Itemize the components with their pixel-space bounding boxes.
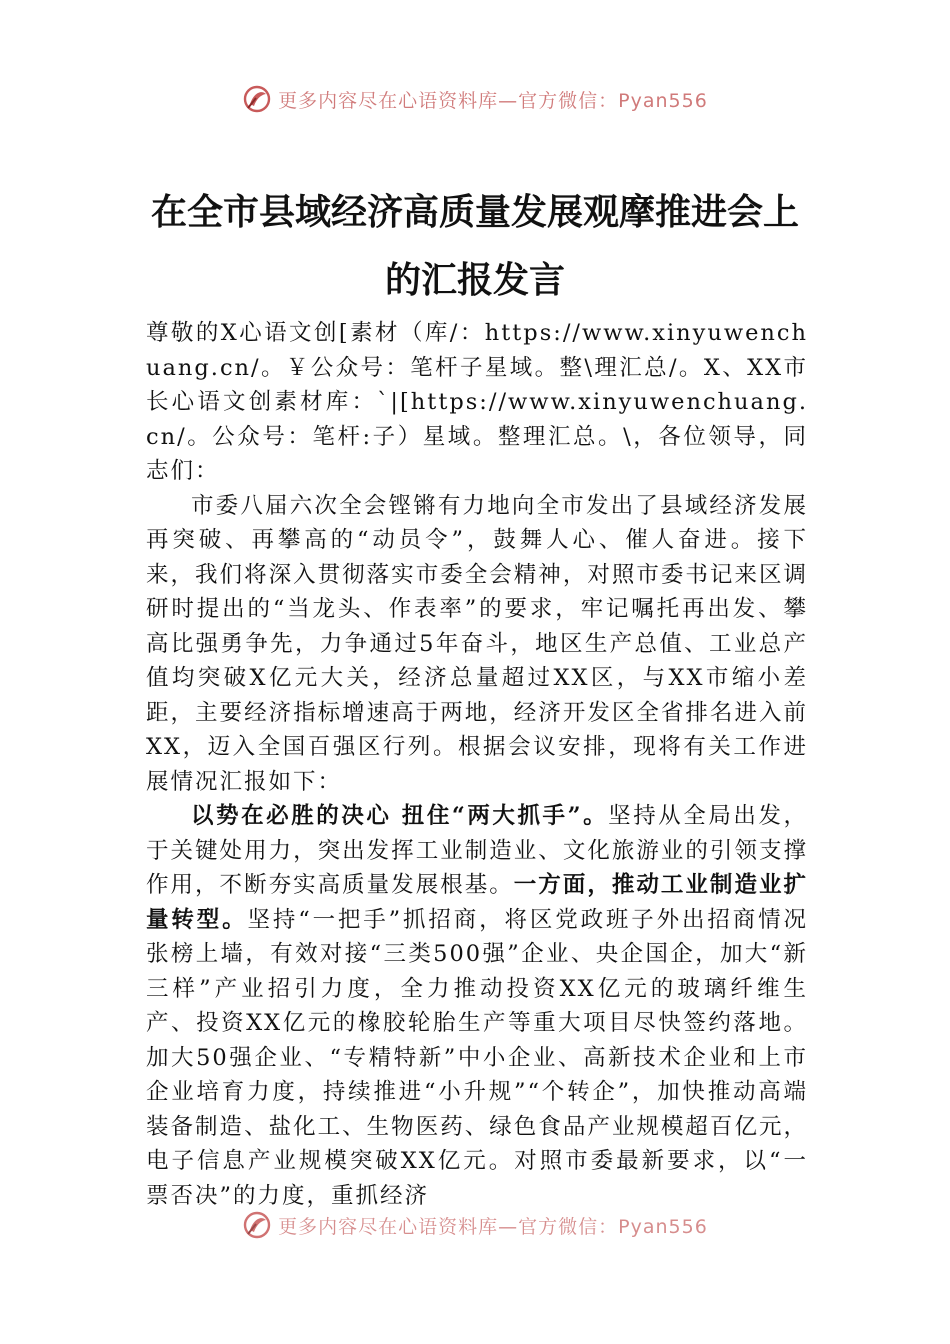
- document-title: [140, 178, 810, 314]
- salutation-paragraph: 尊敬的X心语文创[素材（库/：https://www.xinyuwenchuang.cn/。￥公众号：笔杆子星域。整\理汇总/。X、XX市长心语文创素材库：`|[https://www.xinyuwenchuang.cn/。公众号：笔杆:子）星域。整理汇总。\，各位领导，同志们：: [146, 320, 808, 484]
- title-line-1: 在全市县域经济高质量发展观摩推进会上: [150, 191, 799, 233]
- brand-logo-icon: [242, 1210, 272, 1240]
- section-text-1: 坚持从全局出发，于关键处用力，突出发挥工业制造业、文化旅游业的引领支撑作用，不断夯实高质量发展根基。: [146, 803, 808, 898]
- title-line-2: 的汇报发言: [384, 259, 565, 301]
- watermark-text: 更多内容尽在心语资料库—官方微信：Pyan556: [278, 89, 708, 112]
- watermark-footer: [0, 1210, 950, 1240]
- watermark-text: 更多内容尽在心语资料库—官方微信：Pyan556: [278, 1215, 708, 1238]
- section-heading: 以势在必胜的决心 扭住“两大抓手”。: [191, 803, 609, 829]
- section-text-2: 坚持“一把手”抓招商，将区党政班子外出招商情况张榜上墙，有效对接“三类500强”企业、央企国企，加大“新三样”产业招引力度，全力推动投资XX亿元的玻璃纤维生产、投资XX亿元的橡胶轮胎生产等重大项目尽快签约落地。加大50强企业、“专精特新”中小企业、高新技术企业和上市企业培育力度，持续推进“小升规”“个转企”，加快推动高端装备制造、盐化工、生物医药、绿色食品产业规模超百亿元，电子信息产业规模突破XX亿元。对照市委最新要求，以“一票否决”的力度，重抓经济: [146, 906, 808, 1209]
- document-body: [146, 316, 808, 1213]
- subsection-heading: 一方面，推动工业制造业扩量转型。: [146, 872, 808, 933]
- brand-logo-icon: [242, 84, 272, 114]
- section-paragraph: [146, 799, 808, 1213]
- intro-paragraph: 市委八届六次全会铿锵有力地向全市发出了县域经济发展再突破、再攀高的“动员令”，鼓舞人心、催人奋进。接下来，我们将深入贯彻落实市委全会精神，对照市委书记来区调研时提出的“当龙头、作表率”的要求，牢记嘱托再出发、攀高比强勇争先，力争通过5年奋斗，地区生产总值、工业总产值均突破X亿元大关，经济总量超过XX区，与XX市缩小差距，主要经济指标增速高于两地，经济开发区全省排名进入前XX，迈入全国百强区行列。根据会议安排，现将有关工作进展情况汇报如下：: [146, 492, 808, 795]
- watermark-header: [0, 84, 950, 114]
